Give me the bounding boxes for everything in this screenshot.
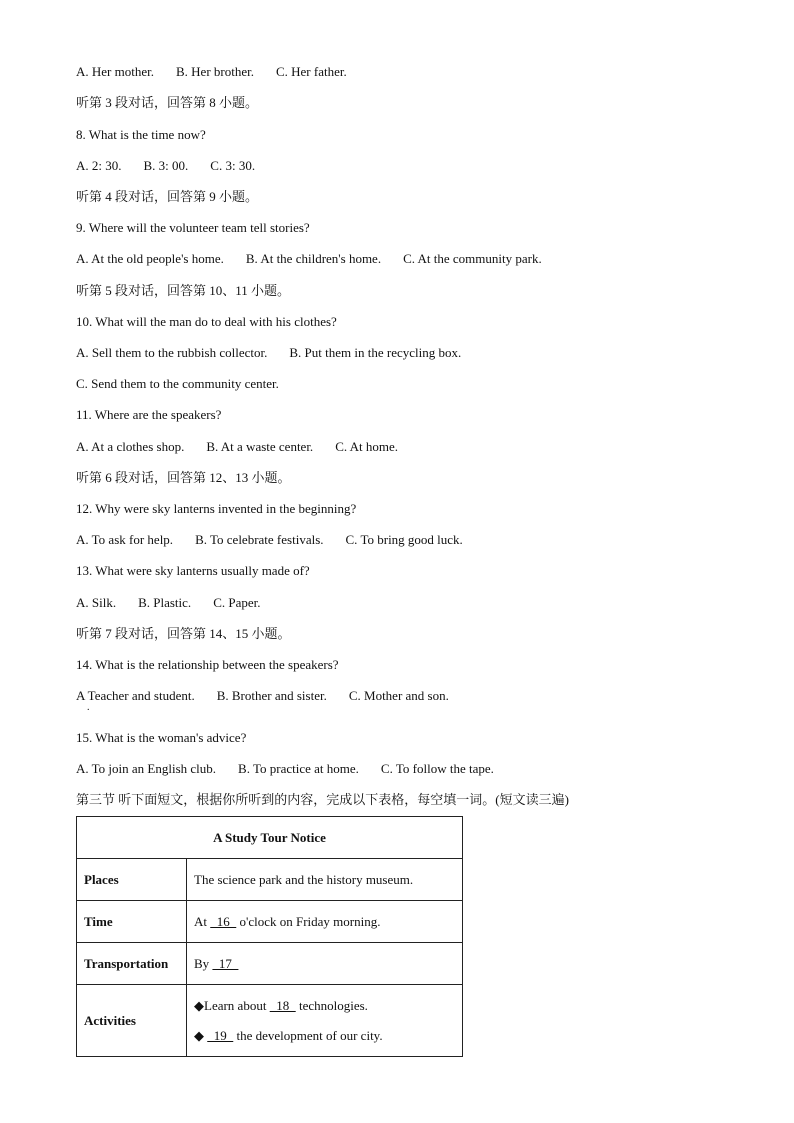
q9-option-a: A. At the old people's home. [76,251,224,266]
q15-question: 15. What is the woman's advice? [76,730,247,745]
q12-question: 12. Why were sky lanterns invented in the beginning? [76,501,357,516]
section-4-instruction: 听第 4 段对话，回答第 9 小题。 [76,189,259,204]
activities-label: Activities [77,985,187,1057]
q9-option-c: C. At the community park. [403,251,542,266]
table-row-activities [77,985,463,1057]
section-7-instruction: 听第 7 段对话，回答第 14、15 小题。 [76,626,291,641]
time-label: Time [77,901,187,943]
q8-option-c: C. 3: 30. [210,158,256,173]
blank-17: 17 [212,955,239,971]
q13-question: 13. What were sky lanterns usually made of? [76,563,310,578]
q7-options [76,64,347,80]
time-prefix: At [194,913,207,929]
section-6-instruction: 听第 6 段对话，回答第 12、13 小题。 [76,470,291,485]
q14-option-a: A Teacher and student. [76,688,195,703]
q15-option-c: C. To follow the tape. [380,761,494,776]
q11-option-b: B. At a waste center. [206,439,314,454]
q9-options [76,251,542,267]
q10-option-c: C. Send them to the community center. [76,376,279,391]
transportation-value [187,943,463,985]
q7-option-b: B. Her brother. [175,64,254,79]
q10-option-a: A. Sell them to the rubbish collector. [76,345,268,360]
activity-1-suffix: technologies. [298,997,368,1013]
table-row-time [77,901,463,943]
q14-option-c: C. Mother and son. [348,688,449,703]
time-suffix: o'clock on Friday morning. [239,913,381,929]
q14-option-b: B. Brother and sister. [216,688,327,703]
part-3-instruction: 第三节 听下面短文，根据你所听到的内容，完成以下表格，每空填一词。(短文读三遍) [76,792,569,807]
places-value: The science park and the history museum. [187,859,463,901]
q8-question: 8. What is the time now? [76,127,206,142]
activity-2-suffix: the development of our city. [236,1027,383,1043]
q7-option-c: C. Her father. [275,64,347,79]
q7-option-a: A. Her mother. [76,64,154,79]
q12-option-b: B. To celebrate festivals. [195,532,324,547]
blank-19: 19 [207,1027,234,1043]
transport-prefix: By [194,955,210,971]
q11-option-a: A. At a clothes shop. [76,439,185,454]
q9-option-b: B. At the children's home. [245,251,382,266]
transportation-label: Transportation [77,943,187,985]
study-tour-notice-table [76,816,463,1057]
q12-option-a: A. To ask for help. [76,532,174,547]
blank-18: 18 [269,997,296,1013]
q8-options [76,158,255,174]
places-label: Places [77,859,187,901]
q10-question: 10. What will the man do to deal with his clothes? [76,314,337,329]
q13-option-a: A. Silk. [76,595,117,610]
q13-option-c: C. Paper. [213,595,261,610]
section-3-instruction: 听第 3 段对话，回答第 8 小题。 [76,95,259,110]
q13-options [76,595,261,611]
q14-question: 14. What is the relationship between the speakers? [76,657,339,672]
q14-options [76,688,449,704]
q15-option-a: A. To join an English club. [76,761,217,776]
activity-item-2 [194,1028,455,1044]
section-5-instruction: 听第 5 段对话，回答第 10、11 小题。 [76,283,291,298]
table-row-transportation [77,943,463,985]
blank-16: 16 [210,913,237,929]
table-title: A Study Tour Notice [77,817,463,859]
q12-options [76,532,463,548]
activity-item-1 [194,998,455,1014]
activities-value [187,985,463,1057]
diamond-bullet-icon: ◆ [194,1027,204,1043]
q10-option-b: B. Put them in the recycling box. [289,345,462,360]
q15-option-b: B. To practice at home. [238,761,359,776]
diamond-bullet-icon: ◆ [194,997,204,1013]
q8-option-a: A. 2: 30. [76,158,122,173]
q13-option-b: B. Plastic. [138,595,192,610]
activity-1-prefix: Learn about [204,997,267,1013]
time-value [187,901,463,943]
q11-options [76,439,398,455]
stray-mark: . [87,702,90,713]
q15-options [76,761,494,777]
q12-option-c: C. To bring good luck. [345,532,463,547]
q10-options-ab [76,345,461,361]
q11-option-c: C. At home. [335,439,399,454]
q8-option-b: B. 3: 00. [143,158,189,173]
q11-question: 11. Where are the speakers? [76,407,222,422]
table-row-places [77,859,463,901]
q9-question: 9. Where will the volunteer team tell stories? [76,220,310,235]
